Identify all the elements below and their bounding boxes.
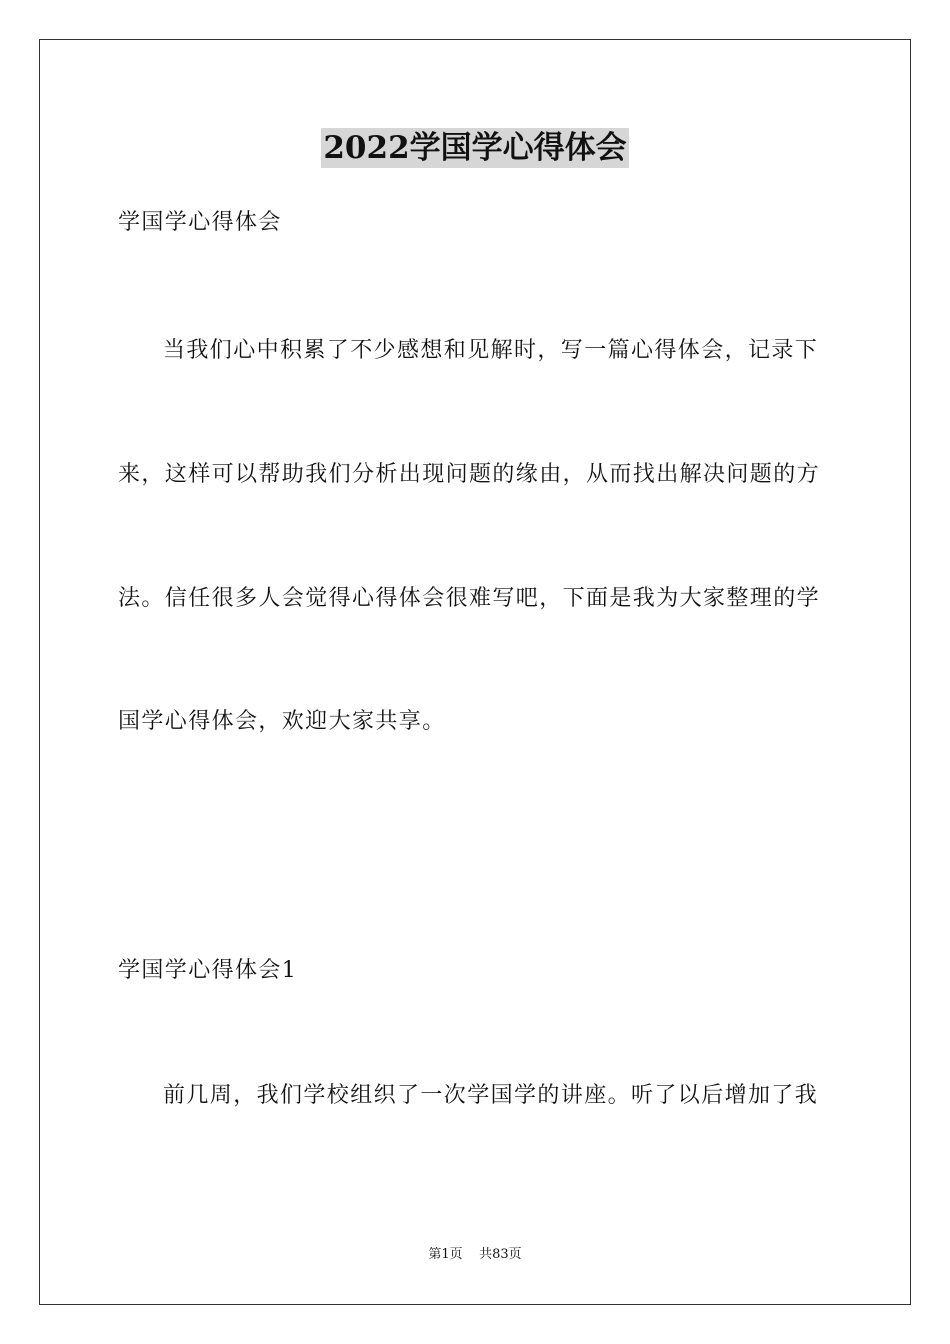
page-footer [0, 1246, 950, 1264]
document-title: 2022学国学心得体会 [323, 130, 627, 166]
paragraph-line: 国学心得体会，欢迎大家共享。 [118, 709, 446, 734]
paragraph-line: 法。信任很多人会觉得心得体会很难写吧，下面是我为大家整理的学 [118, 586, 821, 611]
footer-spacer [463, 1247, 480, 1262]
paragraph-line: 当我们心中积累了不少感想和见解时，写一篇心得体会，记录下 [163, 338, 819, 363]
title-container [0, 128, 950, 168]
paragraph-line: 前几周，我们学校组织了一次学国学的讲座。听了以后增加了我 [163, 1083, 819, 1108]
paragraph-line: 来，这样可以帮助我们分析出现问题的缘由，从而找出解决问题的方 [118, 462, 821, 487]
page-number: 第1页 [428, 1247, 463, 1262]
section-heading: 学国学心得体会 [118, 210, 282, 235]
page-total: 共83页 [479, 1247, 522, 1262]
section-heading: 学国学心得体会1 [118, 958, 298, 983]
